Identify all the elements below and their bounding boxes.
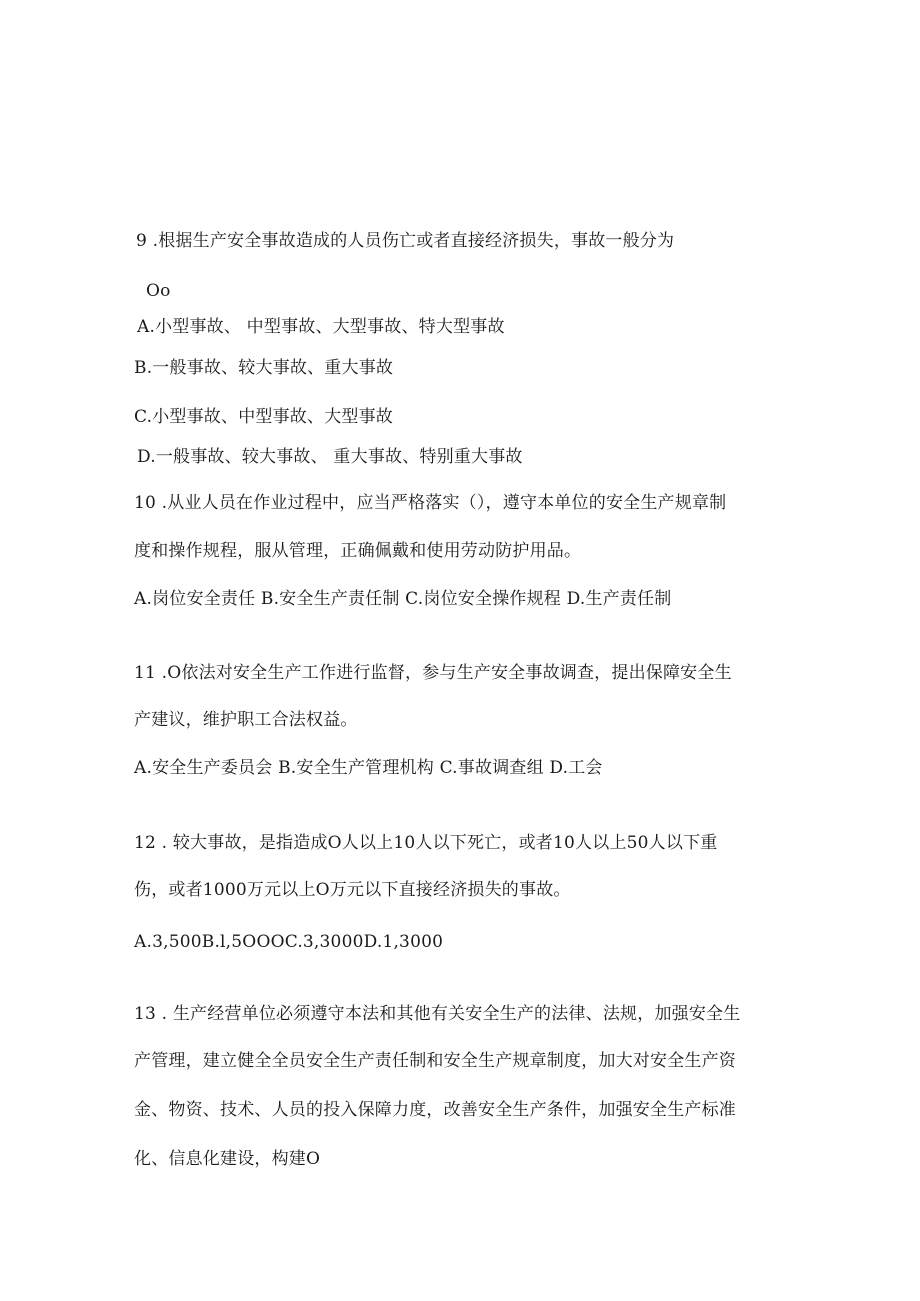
question-10-line-2: 度和操作规程，服从管理，正确佩戴和使用劳动防护用品。 bbox=[134, 541, 582, 561]
question-12-line-1: 12 . 较大事故，是指造成O人以上10人以下死亡，或者10人以上50人以下重 bbox=[134, 833, 718, 853]
question-13-line-1: 13 . 生产经营单位必须遵守本法和其他有关安全生产的法律、法规，加强安全生 bbox=[134, 1004, 741, 1024]
question-9-line-1: 9 .根据生产安全事故造成的人员伤亡或者直接经济损失，事故一般分为 bbox=[136, 231, 675, 251]
question-11-line-2: 产建议，维护职工合法权益。 bbox=[134, 710, 358, 730]
question-9-option-a: A.小型事故、 中型事故、大型事故、特大型事故 bbox=[137, 317, 505, 337]
question-13-line-4: 化、信息化建设，构建O bbox=[134, 1149, 321, 1169]
question-10-line-1: 10 .从业人员在作业过程中，应当严格落实（），遵守本单位的安全生产规章制 bbox=[134, 493, 727, 513]
question-9-line-2: Oo bbox=[146, 281, 171, 301]
question-12-line-2: 伤，或者1000万元以上O万元以下直接经济损失的事故。 bbox=[134, 880, 571, 900]
question-11-options: A.安全生产委员会 B.安全生产管理机构 C.事故调查组 D.工会 bbox=[134, 758, 603, 778]
question-10-options: A.岗位安全责任 B.安全生产责任制 C.岗位安全操作规程 D.生产责任制 bbox=[134, 589, 672, 609]
question-13-line-3: 金、物资、技术、人员的投入保障力度，改善安全生产条件，加强安全生产标准 bbox=[134, 1100, 736, 1120]
question-9-option-b: B.一般事故、较大事故、重大事故 bbox=[134, 358, 394, 378]
question-12-options: A.3,500B.l,5OOOC.3,3000D.1,3000 bbox=[134, 932, 444, 952]
question-9-option-c: C.小型事故、中型事故、大型事故 bbox=[134, 407, 394, 427]
question-13-line-2: 产管理，建立健全全员安全生产责任制和安全生产规章制度，加大对安全生产资 bbox=[134, 1051, 736, 1071]
question-9-option-d: D.一般事故、较大事故、 重大事故、特别重大事故 bbox=[137, 447, 523, 467]
question-11-line-1: 11 .O依法对安全生产工作进行监督，参与生产安全事故调查，提出保障安全生 bbox=[134, 663, 732, 683]
